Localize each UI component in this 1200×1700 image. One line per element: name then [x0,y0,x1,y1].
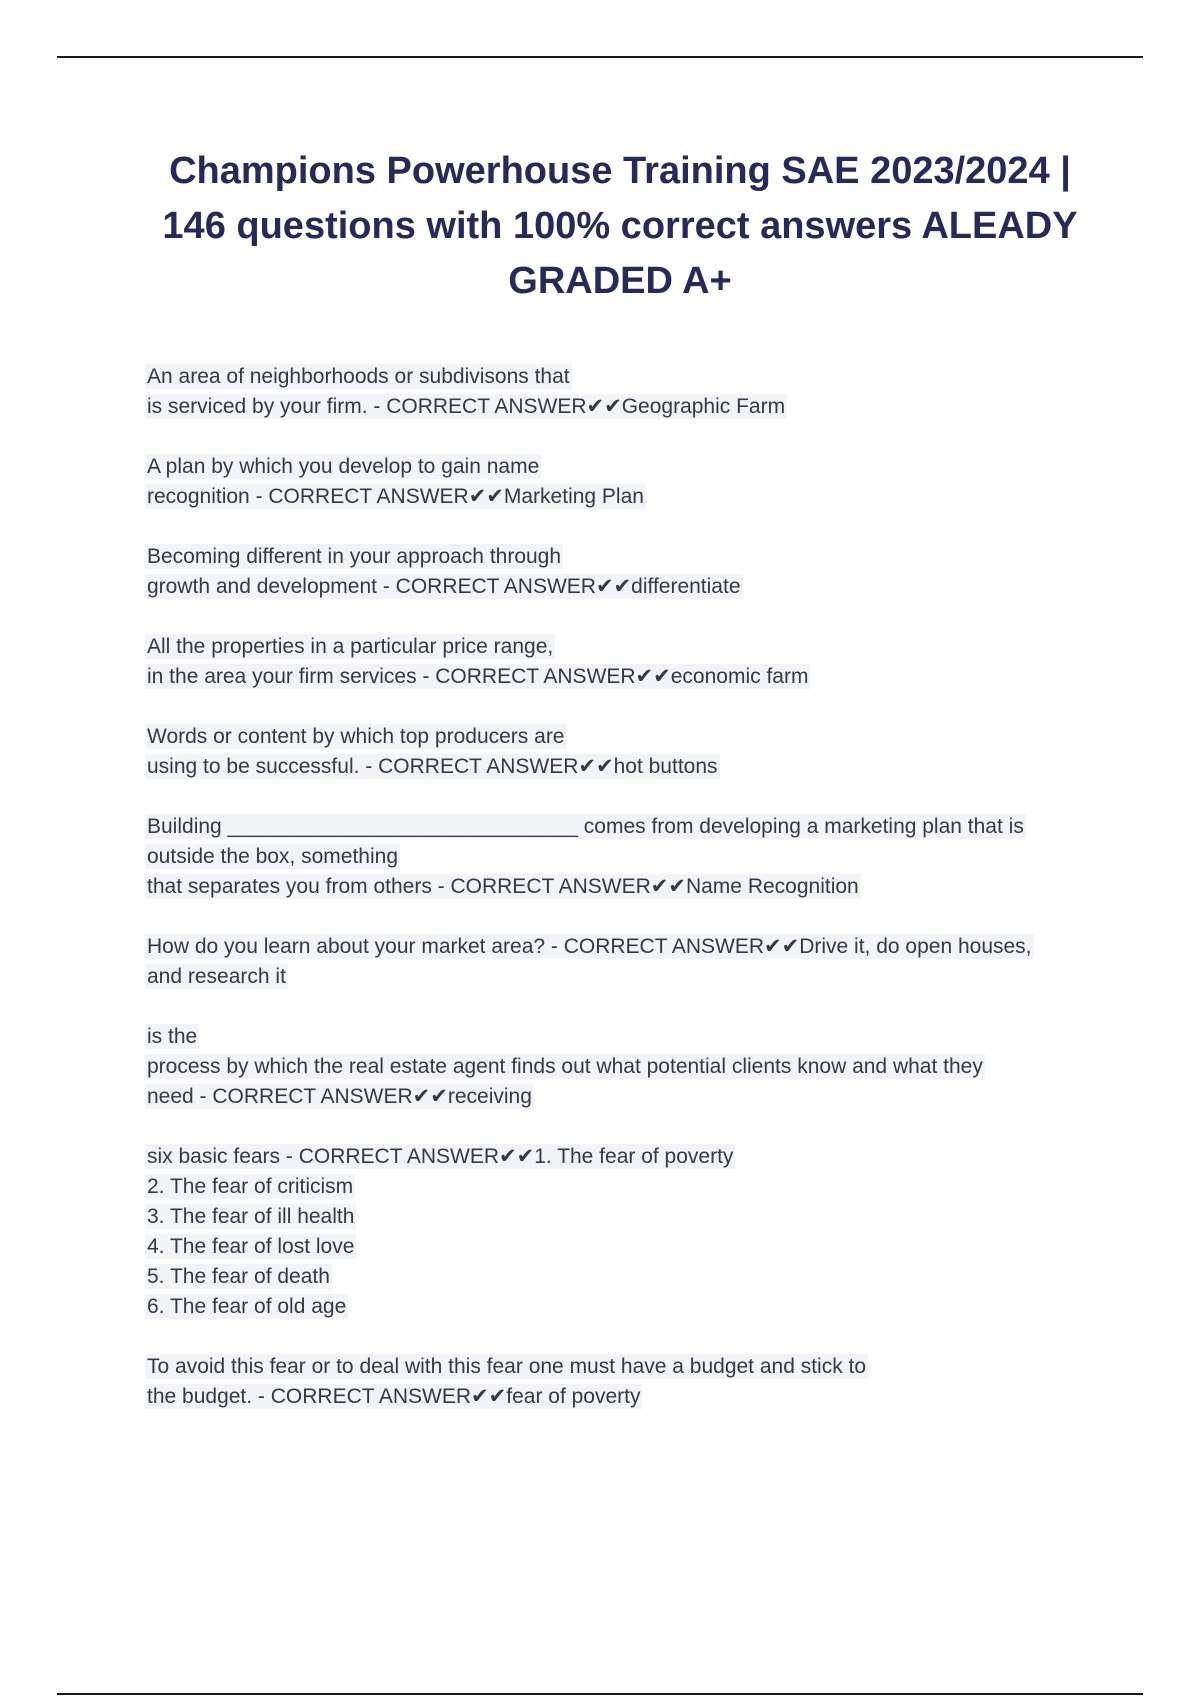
qa-line [145,932,1085,962]
qa-line [145,812,1085,842]
qa-line [145,542,1085,572]
qa-text: 4. The fear of lost love [147,1235,355,1258]
qa-text: How do you learn about your market area? - CORRECT ANSWER✔✔Drive it, do open houses, [147,935,1032,958]
qa-item [145,812,1085,902]
qa-line [145,392,1085,422]
top-divider [57,56,1143,58]
qa-text: 5. The fear of death [147,1265,330,1288]
qa-text: in the area your firm services - CORRECT ANSWER✔✔economic farm [147,665,809,688]
document-title: Champions Powerhouse Training SAE 2023/2024 | 146 questions with 100% correct answers ALEADY GRADED A+ [162,150,1078,302]
qa-line [145,752,1085,782]
qa-line [145,872,1085,902]
qa-text: 3. The fear of ill health [147,1205,355,1228]
qa-line [145,572,1085,602]
qa-text: outside the box, something [147,845,398,868]
qa-text: recognition - CORRECT ANSWER✔✔Marketing Plan [147,485,644,508]
qa-line [145,1172,1085,1202]
qa-text: 6. The fear of old age [147,1295,347,1318]
qa-line [145,482,1085,512]
qa-item [145,932,1085,992]
qa-line [145,962,1085,992]
qa-text: is the [147,1025,198,1048]
qa-item [145,1352,1085,1412]
qa-line [145,1262,1085,1292]
qa-line [145,1292,1085,1322]
qa-text: 2. The fear of criticism [147,1175,354,1198]
qa-text: Becoming different in your approach through [147,545,562,568]
qa-text: is serviced by your firm. - CORRECT ANSWER✔✔Geographic Farm [147,395,786,418]
qa-item [145,452,1085,512]
qa-text: To avoid this fear or to deal with this fear one must have a budget and stick to [147,1355,867,1378]
qa-item [145,1142,1085,1322]
qa-line [145,1022,1085,1052]
qa-text: the budget. - CORRECT ANSWER✔✔fear of poverty [147,1385,641,1408]
qa-line [145,1142,1085,1172]
qa-list [145,362,1085,1442]
qa-line [145,452,1085,482]
qa-text: using to be successful. - CORRECT ANSWER✔✔hot buttons [147,755,718,778]
qa-text: growth and development - CORRECT ANSWER✔✔differentiate [147,575,741,598]
qa-line [145,842,1085,872]
qa-text: All the properties in a particular price range, [147,635,554,658]
qa-text: six basic fears - CORRECT ANSWER✔✔1. The fear of poverty [147,1145,734,1168]
qa-item [145,632,1085,692]
qa-line [145,1352,1085,1382]
qa-text: A plan by which you develop to gain name [147,455,540,478]
qa-item [145,722,1085,782]
qa-line [145,1082,1085,1112]
qa-line [145,362,1085,392]
qa-text: need - CORRECT ANSWER✔✔receiving [147,1085,532,1108]
qa-text: process by which the real estate agent finds out what potential clients know and what they [147,1055,983,1078]
qa-line [145,1232,1085,1262]
qa-line [145,632,1085,662]
qa-text: and research it [147,965,286,988]
bottom-divider [57,1693,1143,1695]
qa-text: Words or content by which top producers are [147,725,565,748]
qa-item [145,362,1085,422]
qa-line [145,722,1085,752]
qa-line [145,1202,1085,1232]
qa-line [145,662,1085,692]
qa-item [145,1022,1085,1112]
qa-line [145,1382,1085,1412]
qa-text: that separates you from others - CORRECT ANSWER✔✔Name Recognition [147,875,859,898]
qa-line [145,1052,1085,1082]
qa-item [145,542,1085,602]
qa-text: Building ______________________________ comes from developing a marketing plan that is [147,815,1024,838]
qa-text: An area of neighborhoods or subdivisons that [147,365,570,388]
